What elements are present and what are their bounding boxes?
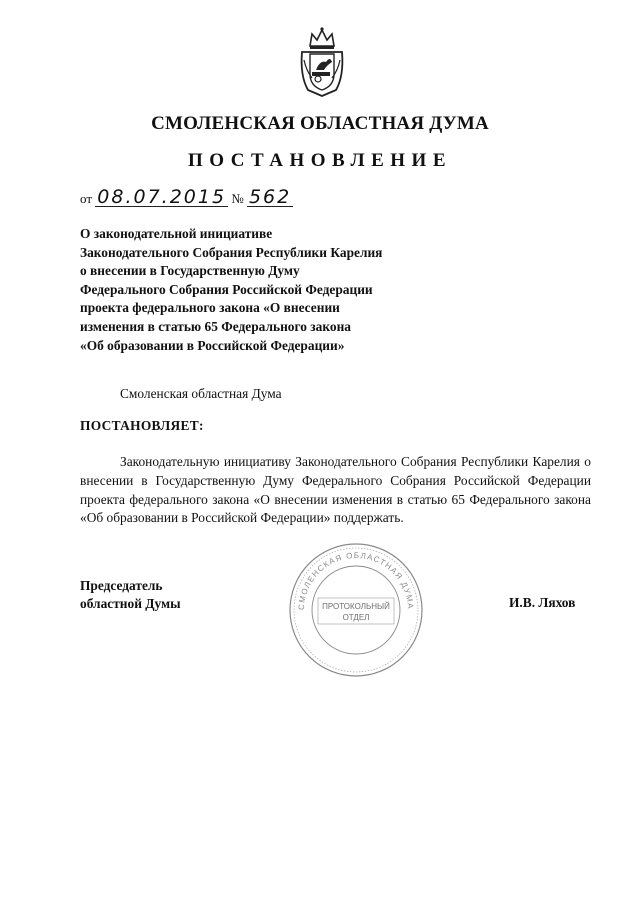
stamp-center-line1: ПРОТОКОЛЬНЫЙ bbox=[322, 602, 390, 611]
official-stamp bbox=[286, 540, 426, 680]
subject-line: Федерального Собрания Российской Федерации bbox=[80, 281, 373, 297]
subject-line: О законодательной инициативе bbox=[80, 226, 273, 241]
document-subject bbox=[80, 225, 500, 355]
subject-line: о внесении в Государственную Думу bbox=[80, 263, 300, 279]
body-intro: Смоленская областная Дума bbox=[120, 386, 282, 401]
signer-title bbox=[80, 577, 181, 613]
stamp-ring-text: СМОЛЕНСКАЯ ОБЛАСТНАЯ ДУМА bbox=[296, 550, 416, 611]
resolution-paragraph: Законодательную инициативу Законодательного Собрания Республики Карелия о внесении в Государственную Думу Федерального Собрания Российской Федерации проекта федерального закона «О внесении изменения в статью 65 Федерального закона «Об образовании в Российской Федерации» поддержать. bbox=[80, 454, 591, 526]
smolensk-coat-of-arms-icon bbox=[296, 26, 348, 98]
signer-title-line: областной Думы bbox=[80, 596, 181, 611]
number-label: № bbox=[231, 191, 244, 206]
stamp-center-line2: ОТДЕЛ bbox=[342, 613, 370, 622]
subject-line: изменения в статью 65 Федерального закона bbox=[80, 318, 352, 334]
date-number-line bbox=[80, 188, 293, 207]
resolves-heading: ПОСТАНОВЛЯЕТ: bbox=[80, 418, 204, 433]
organization-title: СМОЛЕНСКАЯ ОБЛАСТНАЯ ДУМА bbox=[151, 113, 489, 134]
signer-name: И.В. Ляхов bbox=[509, 595, 576, 610]
subject-line: «Об образовании в Российской Федерации» bbox=[80, 337, 345, 353]
subject-line: проекта федерального закона «О внесении bbox=[80, 300, 340, 316]
subject-line: Законодательного Собрания Республики Карелия bbox=[80, 244, 383, 260]
document-date: 08.07.2015 bbox=[97, 186, 227, 208]
date-prefix: от bbox=[80, 191, 93, 206]
document-number: 562 bbox=[248, 186, 292, 208]
document-type-heading: ПОСТАНОВЛЕНИЕ bbox=[187, 150, 453, 171]
signer-title-line: Председатель bbox=[80, 578, 163, 593]
